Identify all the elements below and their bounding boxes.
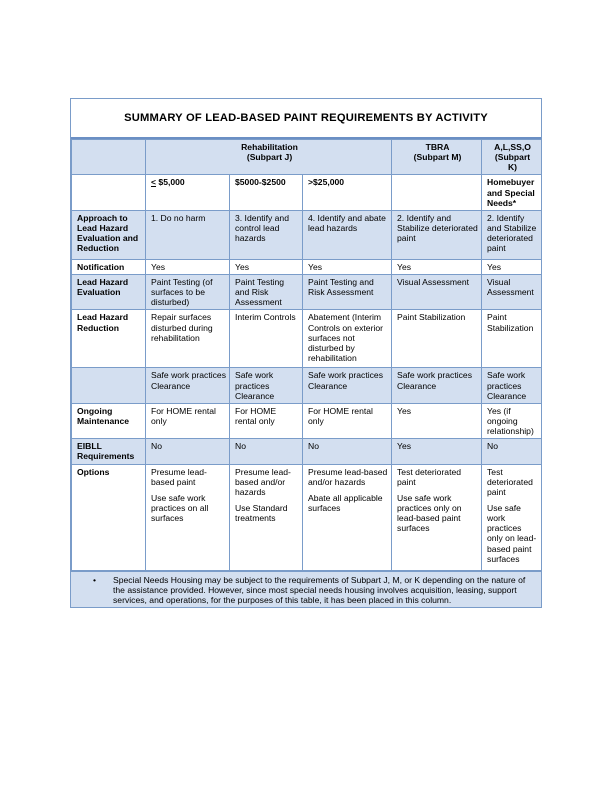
rehab-header (146, 140, 392, 175)
tbra-header (392, 140, 482, 175)
header-row (72, 140, 542, 175)
header-empty-cell (72, 140, 146, 175)
option-text: Test deteriorated paint (487, 466, 533, 497)
tbra-header-title: TBRA (425, 142, 450, 152)
option-text: Test deteriorated paint (397, 466, 462, 487)
page-title: SUMMARY OF LEAD-BASED PAINT REQUIREMENTS BY ACTIVITY (71, 99, 541, 139)
option-text: Abate all applicable surfaces (308, 492, 383, 513)
table-row (72, 439, 542, 464)
table-cell: Abatement (Interim Controls on exterior surfaces not disturbed by rehabilitation (303, 310, 392, 368)
table-cell: 1. Do no harm (146, 210, 230, 259)
table-cell: Paint Testing (of surfaces to be disturbed) (146, 274, 230, 309)
footnote (71, 571, 541, 607)
table-cell (392, 464, 482, 570)
subheader-empty-cell (72, 175, 146, 210)
requirements-table (71, 139, 542, 571)
option-text: Presume lead-based and/or hazards (308, 466, 388, 487)
alsso-header (482, 140, 542, 175)
option-text: Use safe work practices only on lead-based paint surfaces (397, 492, 462, 534)
table-row (72, 210, 542, 259)
row-label: Ongoing Maintenance (72, 403, 146, 438)
table-cell (146, 464, 230, 570)
alsso-header-subpart-letter: K) (507, 162, 518, 173)
rehab-header-subpart: (Subpart J) (246, 152, 293, 163)
table-cell: For HOME rental only (146, 403, 230, 438)
table-cell: No (230, 439, 303, 464)
table-cell: 2. Identify and Stabilize deteriorated paint (392, 210, 482, 259)
row-label: Approach to Lead Hazard Evaluation and Reduction (72, 210, 146, 259)
table-cell: Paint Stabilization (482, 310, 542, 368)
tbra-header-subpart: (Subpart M) (413, 152, 462, 163)
table-cell: Paint Testing and Risk Assessment (230, 274, 303, 309)
table-cell: No (482, 439, 542, 464)
table-cell: Yes (146, 259, 230, 274)
table-cell: Safe work practices Clearance (230, 368, 303, 403)
table-cell: 3. Identify and control lead hazards (230, 210, 303, 259)
alsso-header-title: A,L,SS,O (494, 142, 531, 152)
less-or-equal-symbol: < (151, 177, 157, 188)
option-text: Presume lead-based and/or hazards (235, 466, 291, 497)
subheader-tbra-empty (392, 175, 482, 210)
table-cell: Yes (303, 259, 392, 274)
table-cell: Paint Testing and Risk Assessment (303, 274, 392, 309)
table-cell (303, 464, 392, 570)
table-cell: No (303, 439, 392, 464)
table-cell: Visual Assessment (392, 274, 482, 309)
subheader-5000-25000: $5000-$2500 (230, 175, 303, 210)
table-cell: For HOME rental only (303, 403, 392, 438)
row-label: Lead Hazard Evaluation (72, 274, 146, 309)
footnote-text: Special Needs Housing may be subject to the requirements of Subpart J, M, or K depending on the nature of the assistance provided. However, since most special needs housing involves acquisition, leasing, support services, and operations, for the purposes of this table, it has been placed in this column. (113, 574, 526, 605)
rehab-header-title: Rehabilitation (241, 142, 298, 152)
row-label (72, 368, 146, 403)
table-row (72, 259, 542, 274)
table-cell: For HOME rental only (230, 403, 303, 438)
table-cell: Interim Controls (230, 310, 303, 368)
table-cell: 4. Identify and abate lead hazards (303, 210, 392, 259)
option-text: Use safe work practices only on lead-based paint surfaces (487, 502, 537, 564)
table-row (72, 310, 542, 368)
table-row (72, 403, 542, 438)
options-row (72, 464, 542, 570)
option-text: Presume lead-based paint (151, 466, 207, 487)
table-cell: No (146, 439, 230, 464)
table-cell (230, 464, 303, 570)
table-cell: Yes (482, 259, 542, 274)
subheader-over-25000: >$25,000 (303, 175, 392, 210)
row-label: Lead Hazard Reduction (72, 310, 146, 368)
table-cell: Safe work practices Clearance (303, 368, 392, 403)
table-cell: Safe work practices Clearance (482, 368, 542, 403)
under-5000-label: $5,000 (156, 177, 185, 188)
lead-paint-summary (70, 98, 542, 608)
table-cell: Paint Stabilization (392, 310, 482, 368)
table-cell: Safe work practices Clearance (146, 368, 230, 403)
row-label: EIBLL Requirements (72, 439, 146, 464)
alsso-header-subpart: (Subpart (494, 152, 531, 163)
table-cell: Yes (392, 439, 482, 464)
table-cell: 2. Identify and Stabilize deteriorated paint (482, 210, 542, 259)
row-label: Options (72, 464, 146, 570)
table-cell: Visual Assessment (482, 274, 542, 309)
table-cell: Safe work practices Clearance (392, 368, 482, 403)
table-row (72, 274, 542, 309)
subheader-row (72, 175, 542, 210)
table-cell: Yes (392, 403, 482, 438)
subheader-under-5000 (146, 175, 230, 210)
option-text: Use Standard treatments (235, 502, 288, 524)
table-row (72, 368, 542, 403)
row-label: Notification (72, 259, 146, 274)
table-cell: Yes (392, 259, 482, 274)
table-cell: Yes (if ongoing relationship) (482, 403, 542, 438)
table-cell: Yes (230, 259, 303, 274)
option-text: Use safe work practices on all surfaces (151, 492, 209, 524)
table-cell (482, 464, 542, 570)
subheader-homebuyer: Homebuyer and Special Needs* (482, 175, 542, 210)
bullet-icon: • (93, 574, 97, 585)
table-cell: Repair surfaces disturbed during rehabilitation (146, 310, 230, 368)
